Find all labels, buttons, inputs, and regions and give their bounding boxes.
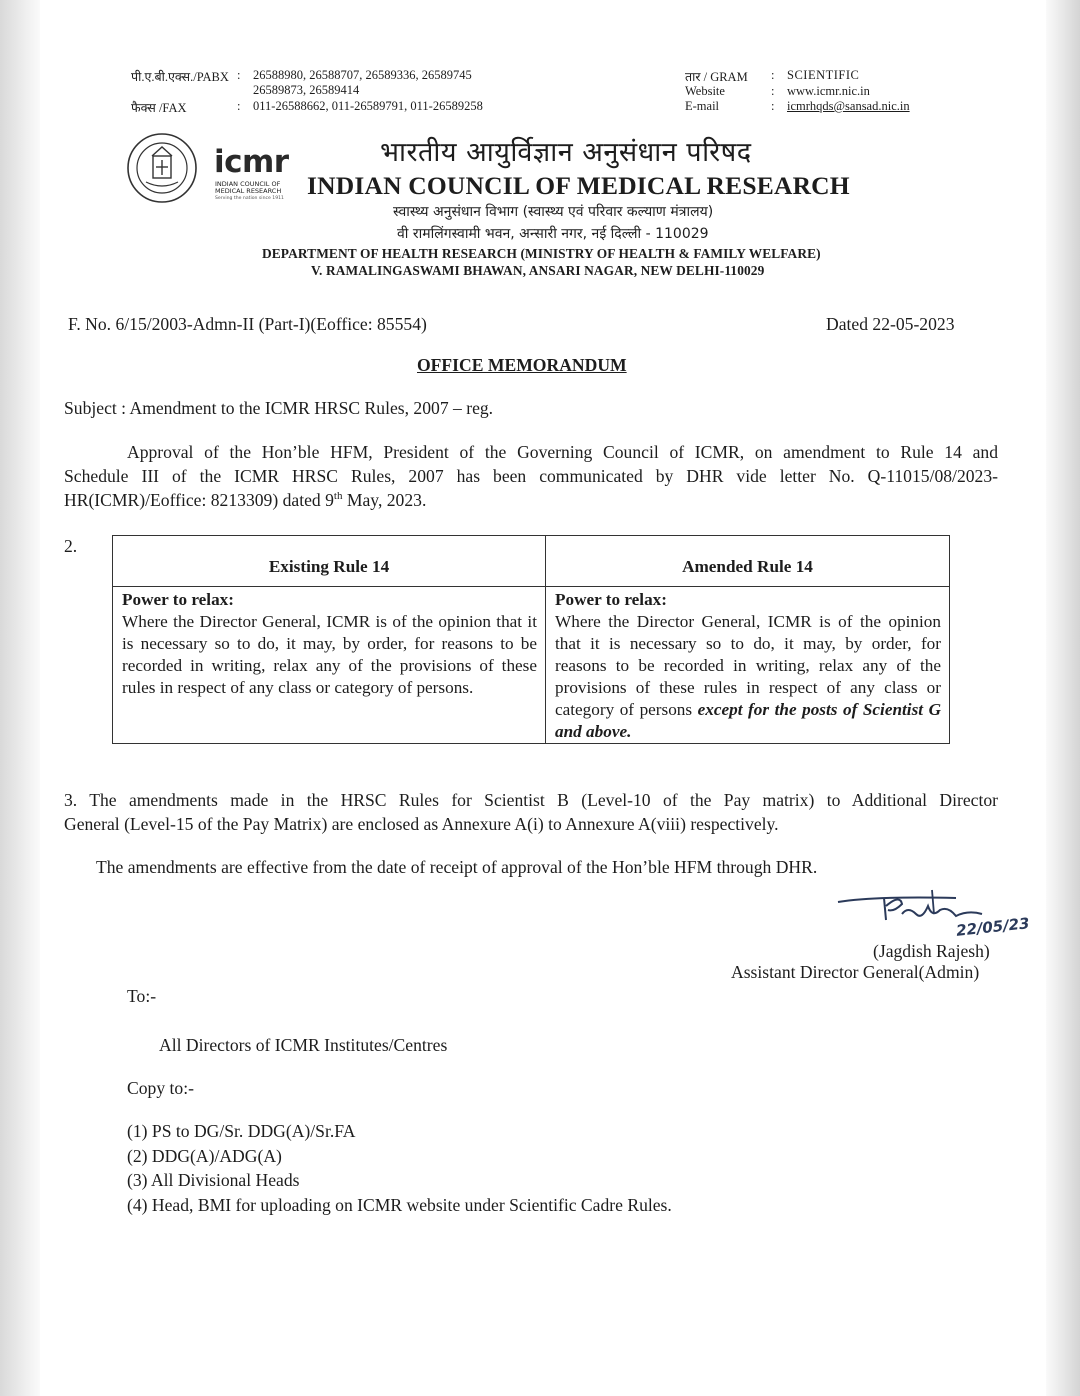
copy-item: (2) DDG(A)/ADG(A) [127,1146,282,1166]
colon: : [237,99,241,113]
para3-line1: 3. The amendments made in the HRSC Rules for Scientist B (Level-10 of the Pay matrix) to Additional Director [64,790,998,810]
fax-value: 011-26588662, 011-26589791, 011-26589258 [253,99,483,113]
colon: : [771,99,775,113]
para1-line1: Approval of the Hon’ble HFM, President of the Governing Council of ICMR, on amendment to Rule 14 and [127,442,998,462]
para1-line2: Schedule III of the ICMR HRSC Rules, 2007 has been communicated by DHR vide letter No. Q-11015/08/2023- [64,466,998,486]
colon: : [771,68,775,82]
gram-label: तार / GRAM [685,70,748,84]
logo-wordmark: icmr [214,144,289,180]
para2-number: 2. [64,536,78,556]
existing-rule-text: Where the Director General, ICMR is of the opinion that it is necessary so to do, it may, by order, for reasons to be recorded in writing, relax any of the provisions of these rules in respect of any class or category of persons. [122,612,537,697]
signature-icon [836,884,1036,944]
logo-tagline: Serving the nation since 1911 [215,196,284,201]
copy-to-label: Copy to:- [127,1078,194,1098]
amended-rule-header: Amended Rule 14 [546,536,950,587]
rule-comparison-table [112,535,950,744]
para4: The amendments are effective from the date of receipt of approval of the Hon’ble HFM through DHR. [96,857,818,877]
copy-item: (3) All Divisional Heads [127,1170,300,1190]
para1-line3-start: HR(ICMR)/Eoffice: 8213309) dated 9 [64,490,334,510]
website-value: www.icmr.nic.in [787,84,870,98]
para3-line2: General (Level-15 of the Pay Matrix) are enclosed as Annexure A(i) to Annexure A(viii) respectively. [64,814,779,834]
address-english: V. RAMALINGASWAMI BHAWAN, ANSARI NAGAR, NEW DELHI-110029 [311,263,765,278]
colon: : [237,68,241,82]
pabx-line1: 26588980, 26588707, 26589336, 26589745 [253,68,472,82]
org-name-english: INDIAN COUNCIL OF MEDICAL RESEARCH [307,171,850,200]
existing-rule-title: Power to relax: [122,590,234,609]
pabx-label: पी.ए.बी.एक्स./PABX [131,70,229,84]
address-hindi: वी रामलिंगस्वामी भवन, अन्सारी नगर, नई दिल्ली - 110029 [397,226,709,242]
logo-sub2: MEDICAL RESEARCH [215,187,282,195]
email-value: icmrhqds@sansad.nic.in [787,99,910,113]
pabx-line2: 26589873, 26589414 [253,83,360,97]
to-label: To:- [127,986,157,1006]
amended-rule-title: Power to relax: [555,590,667,609]
para1-line3-end: May, 2023. [342,490,427,510]
para1-line3 [64,490,426,511]
signatory-designation: Assistant Director General(Admin) [731,962,980,982]
existing-rule-header: Existing Rule 14 [113,536,546,587]
amended-rule-cell [546,587,950,744]
gram-value: SCIENTIFIC [787,68,860,82]
icmr-logo [126,130,296,215]
amended-rule-emphasis: except for the posts of Scientist G and above. [555,700,941,741]
copy-item: (4) Head, BMI for uploading on ICMR website under Scientific Cadre Rules. [127,1195,672,1215]
existing-rule-cell [113,587,546,744]
logo-sub1: INDIAN COUNCIL OF [215,180,281,188]
signatory-name: (Jagdish Rajesh) [873,941,990,961]
memo-subject: Subject : Amendment to the ICMR HRSC Rules, 2007 – reg. [64,398,494,418]
to-recipients: All Directors of ICMR Institutes/Centres [159,1035,448,1055]
scan-right-margin [1046,0,1080,1396]
signature-scribble [836,884,1036,949]
scan-left-margin [0,0,40,1396]
website-label: Website [685,84,725,98]
memo-heading: OFFICE MEMORANDUM [417,355,627,375]
superscript-th: th [333,490,343,503]
file-number: F. No. 6/15/2003-Admn-II (Part-I)(Eoffice: 85554) [68,314,427,334]
colon: : [771,84,775,98]
amended-rule-text: Where the Director General, ICMR is of the opinion that it is necessary so to do, it may, by order, for reasons to be recorded in writing, relax any of the provisions of these rules in respect of any class or category of persons [555,612,941,719]
email-label: E-mail [685,99,720,113]
handwritten-date: 22/05/23 [955,914,1031,940]
amended-rule-body [555,611,941,743]
org-name-hindi: भारतीय आयुर्विज्ञान अनुसंधान परिषद [380,137,752,168]
memo-date: Dated 22-05-2023 [826,314,955,334]
dept-hindi: स्वास्थ्य अनुसंधान विभाग (स्वास्थ्य एवं परिवार कल्याण मंत्रालय) [393,204,714,220]
copy-item: (1) PS to DG/Sr. DDG(A)/Sr.FA [127,1121,356,1141]
dept-english: DEPARTMENT OF HEALTH RESEARCH (MINISTRY OF HEALTH & FAMILY WELFARE) [262,246,821,261]
fax-label: फैक्स /FAX [131,101,187,115]
